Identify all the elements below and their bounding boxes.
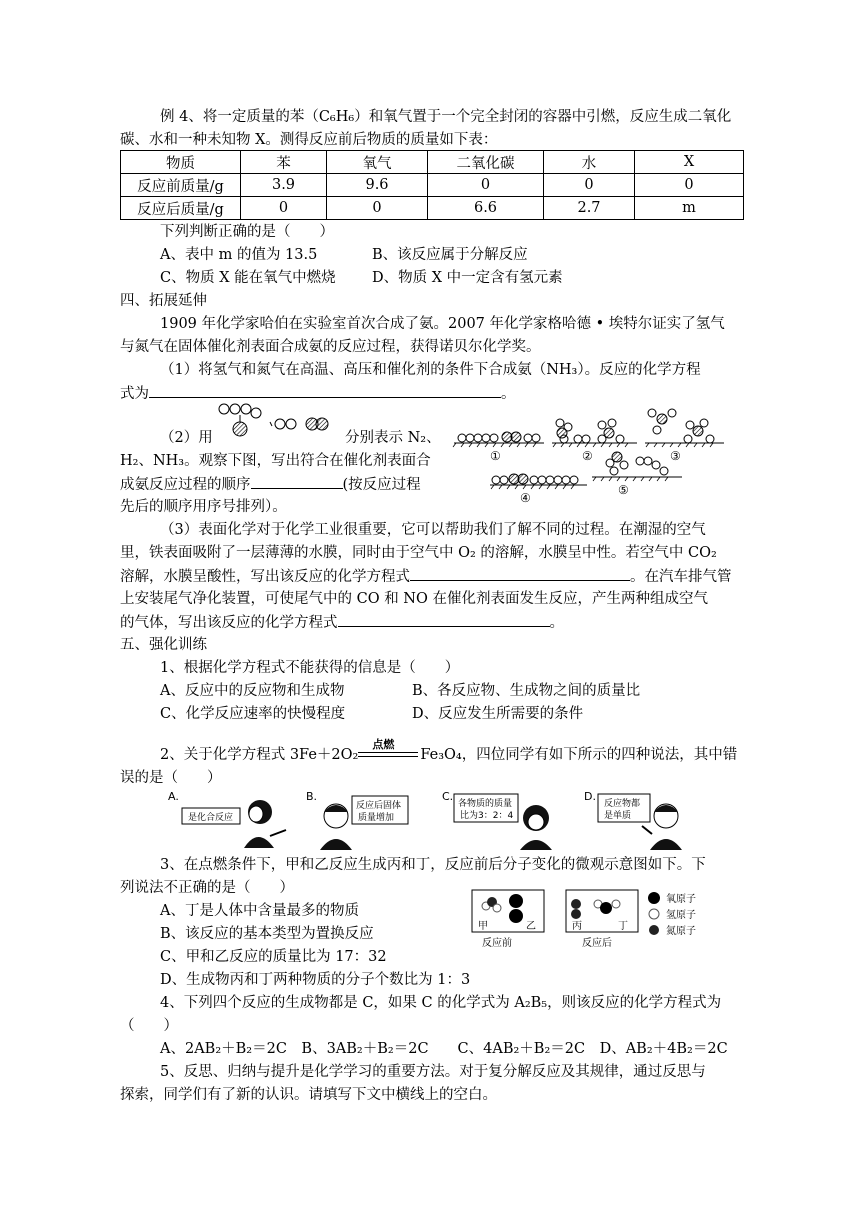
reaction-condition xyxy=(358,738,420,765)
student-label: B. xyxy=(306,790,318,803)
students-figure xyxy=(166,790,696,852)
sec5-q4a: 4、下列四个反应的生成物都是 C，如果 C 的化学式为 A₂B₅，则该反应的化学方程式为 xyxy=(160,995,722,1011)
student-label: A. xyxy=(168,790,179,803)
sec4-q1b xyxy=(120,383,516,404)
q3-text: 溶解，水膜呈酸性，写出该反应的化学方程式 xyxy=(120,569,410,585)
table-cell: 氧气 xyxy=(327,151,428,174)
legend-label: 氧原子 xyxy=(666,894,696,905)
ex4-option-c: C、物质 X 能在氧气中燃烧 xyxy=(160,270,336,286)
sec4-q3e xyxy=(120,612,564,633)
q2-equation-left: 2、关于化学方程式 3Fe＋2O₂ xyxy=(160,747,359,763)
table-cell: 0 xyxy=(241,197,327,220)
step-label: ① xyxy=(490,449,501,463)
speech-bubble-text: 质量增加 xyxy=(358,813,395,823)
student-label: C. xyxy=(442,790,454,803)
table-cell: m xyxy=(635,197,744,220)
ex4-line1: 例 4、将一定质量的苯（C₆H₆）和氧气置于一个完全封闭的容器中引燃，反应生成二氧化 xyxy=(160,109,732,125)
sec4-q3d: 上安装尾气净化装置，可使尾气中的 CO 和 NO 在催化剂表面发生反应，产生两种组成空气 xyxy=(120,591,708,607)
answer-blank[interactable] xyxy=(410,566,630,581)
sec4-q1a: （1）将氢气和氮气在高温、高压和催化剂的条件下合成氨（NH₃）。反应的化学方程 xyxy=(160,362,701,378)
table-cell: 2.7 xyxy=(544,197,635,220)
student-girl-icon xyxy=(244,800,286,848)
sec5-q1-a: A、反应中的反应物和生成物 xyxy=(160,683,345,699)
ex4-question: 下列判断正确的是（ ） xyxy=(160,224,334,240)
molecule-label: 丙 xyxy=(572,921,582,932)
sec4-q2a1: （2）用 xyxy=(160,430,213,446)
q3-text2-end: 。 xyxy=(549,615,564,631)
sec5-q3-c: C、甲和乙反应的质量比为 17：32 xyxy=(160,949,387,965)
sec5-q3-a: A、丁是人体中含量最多的物质 xyxy=(160,903,359,919)
sec5-q1: 1、根据化学方程式不能获得的信息是（ ） xyxy=(160,660,460,676)
speech-bubble-text: 反应后固体 xyxy=(356,801,402,811)
mass-table xyxy=(120,150,744,220)
q2-text-end: (按反应过程 xyxy=(342,477,421,493)
table-header-row xyxy=(121,151,744,174)
sec5-q5a: 5、反思、归纳与提升是化学学习的重要方法。对于复分解反应及其规律，通过反思与 xyxy=(160,1064,706,1080)
molecule-label: 丁 xyxy=(618,921,628,932)
table-cell: 水 xyxy=(544,151,635,174)
legend-label: 氢原子 xyxy=(666,910,696,921)
ex4-option-d: D、物质 X 中一定含有氢元素 xyxy=(372,270,563,286)
q1-end: 。 xyxy=(501,386,516,402)
table-cell: 3.9 xyxy=(241,174,327,197)
table-cell: 二氧化碳 xyxy=(428,151,544,174)
molecule-legend-icon xyxy=(214,402,344,438)
answer-blank[interactable] xyxy=(149,383,501,398)
q2-equation-right: Fe₃O₄，四位同学有如下所示的四种说法，其中错 xyxy=(420,747,738,763)
q1-text: 式为 xyxy=(120,386,149,402)
sec4-q3c xyxy=(120,566,732,587)
q2-text: 成氨反应过程的顺序 xyxy=(120,477,251,493)
molecule-label: 甲 xyxy=(478,921,488,932)
table-cell: X xyxy=(635,151,744,174)
table-row xyxy=(121,174,744,197)
table-cell: 0 xyxy=(635,174,744,197)
ex4-line2: 碳、水和一种未知物 X。测得反应前后物质的质量如下表： xyxy=(120,132,498,148)
table-cell: 反应后质量/g xyxy=(121,197,241,220)
sec5-q3-b: B、该反应的基本类型为置换反应 xyxy=(160,926,374,942)
molecule-label: 乙 xyxy=(526,921,536,932)
sec5-q4b: （ ） xyxy=(120,1018,178,1034)
sec5-q3a: 3、在点燃条件下，甲和乙反应生成丙和丁，反应前后分子变化的微观示意图如下。下 xyxy=(160,857,706,873)
table-cell: 0 xyxy=(428,174,544,197)
student-boy-icon xyxy=(520,805,552,850)
table-cell: 反应前质量/g xyxy=(121,174,241,197)
speech-bubble-text: 反应物都 xyxy=(604,799,641,809)
speech-bubble-text: 各物质的质量 xyxy=(458,799,513,809)
sec4-q3a: （3）表面化学对于化学工业很重要，它可以帮助我们了解不同的过程。在潮湿的空气 xyxy=(160,522,706,538)
sec4-q2c xyxy=(120,474,421,495)
sec5-q5b: 探索，同学们有了新的认识。请填写下文中横线上的空白。 xyxy=(120,1087,497,1103)
condition-label: 点燃 xyxy=(372,738,395,751)
table-row xyxy=(121,197,744,220)
table-cell: 0 xyxy=(327,197,428,220)
sec5-q1-b: B、各反应物、生成物之间的质量比 xyxy=(412,683,641,699)
figure-caption: 反应后 xyxy=(582,938,612,949)
legend-label: 氮原子 xyxy=(666,926,696,937)
ex4-option-a: A、表中 m 的值为 13.5 xyxy=(160,247,318,263)
section-title: 五、强化训练 xyxy=(120,637,207,653)
sec4-q2d: 先后的顺序用序号排列）。 xyxy=(120,499,287,515)
sec4-q2a2: 分别表示 N₂、 xyxy=(345,430,441,446)
sec5-q2a xyxy=(160,738,738,765)
micro-schematic-figure xyxy=(470,886,720,954)
step-label: ② xyxy=(582,449,593,463)
speech-bubble-text: 是化合反应 xyxy=(188,813,234,823)
answer-blank[interactable] xyxy=(338,612,550,627)
student-boy-icon xyxy=(320,804,352,850)
section-title: 四、拓展延伸 xyxy=(120,293,207,309)
sec4-para2: 与氮气在固体催化剂表面合成氨的反应过程，获得诺贝尔化学奖。 xyxy=(120,339,541,355)
step-label: ④ xyxy=(520,491,531,505)
table-cell: 0 xyxy=(544,174,635,197)
sec5-q1-d: D、反应发生所需要的条件 xyxy=(412,706,584,722)
answer-blank[interactable] xyxy=(251,474,343,489)
table-cell: 6.6 xyxy=(428,197,544,220)
q3-text2: 的气体，写出该反应的化学方程式 xyxy=(120,615,338,631)
sec4-q2b: H₂、NH₃。观察下图，写出符合在催化剂表面合 xyxy=(120,453,431,469)
sec4-q3b: 里，铁表面吸附了一层薄薄的水膜，同时由于空气中 O₂ 的溶解，水膜呈中性。若空气中 CO₂ xyxy=(120,545,717,561)
figure-caption: 反应前 xyxy=(482,938,512,949)
sec5-q3b: 列说法不正确的是（ ） xyxy=(120,880,294,896)
student-label: D. xyxy=(584,790,596,803)
speech-bubble-text: 是单质 xyxy=(604,811,632,821)
table-cell: 苯 xyxy=(241,151,327,174)
sec4-para1: 1909 年化学家哈伯在实验室首次合成了氨。2007 年化学家格哈德 • 埃特尔证实了氢气 xyxy=(160,316,725,332)
step-label: ⑤ xyxy=(618,483,629,497)
sec5-q1-c: C、化学反应速率的快慢程度 xyxy=(160,706,346,722)
sec5-q2b: 误的是（ ） xyxy=(120,770,222,786)
ex4-option-b: B、该反应属于分解反应 xyxy=(372,247,528,263)
table-cell: 9.6 xyxy=(327,174,428,197)
speech-bubble-text: 比为3：2：4 xyxy=(460,811,514,821)
q3-text-mid: 。在汽车排气管 xyxy=(630,569,732,585)
step-label: ③ xyxy=(670,449,681,463)
sec5-q4-options: A、2AB₂＋B₂＝2C B、3AB₂＋B₂＝2C C、4AB₂＋B₂＝2C D、AB₂＋4B₂＝2C xyxy=(160,1041,728,1057)
sec5-q3-d: D、生成物丙和丁两种物质的分子个数比为 1：3 xyxy=(160,972,471,988)
table-cell: 物质 xyxy=(121,151,241,174)
catalyst-steps-figure xyxy=(452,405,727,505)
